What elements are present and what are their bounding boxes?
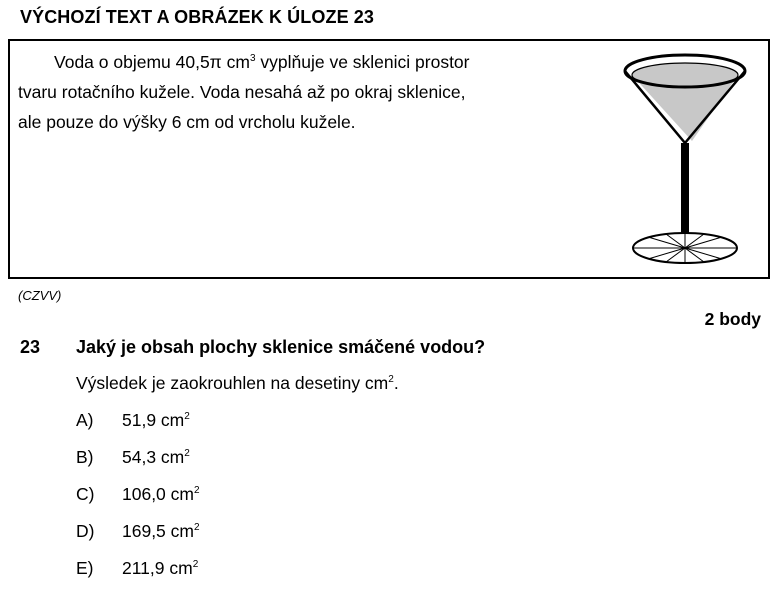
option-e[interactable]: [76, 558, 198, 579]
intro-line-3: ale pouze do výšky 6 cm od vrcholu kužele.: [18, 112, 356, 132]
option-c[interactable]: [76, 484, 200, 505]
option-a[interactable]: [76, 410, 190, 431]
option-superscript: 2: [193, 485, 200, 496]
option-letter: B): [76, 447, 94, 467]
note-text: Výsledek je zaokrouhlen na desetiny cm: [76, 373, 389, 393]
martini-glass-icon: [622, 51, 752, 273]
option-value: 51,9 cm: [122, 410, 185, 430]
section-heading: VÝCHOZÍ TEXT A OBRÁZEK K ÚLOZE 23: [20, 7, 374, 27]
intro-line-1-text: Voda o objemu 40,5π cm: [54, 52, 250, 72]
option-b[interactable]: [76, 447, 190, 468]
option-value: 169,5 cm: [122, 521, 194, 541]
question-number: 23: [20, 337, 41, 357]
option-superscript: 2: [192, 559, 199, 570]
option-superscript: 2: [184, 411, 190, 422]
option-letter: E): [76, 558, 94, 578]
source-label: (CZVV): [18, 288, 62, 303]
option-value: 211,9 cm: [122, 558, 193, 578]
question-note: [76, 373, 399, 394]
source-text-box: [8, 39, 770, 279]
option-superscript: 2: [184, 448, 190, 459]
option-value: 54,3 cm: [122, 447, 185, 467]
points-label: 2 body: [704, 309, 761, 329]
option-letter: D): [76, 521, 95, 541]
note-superscript: 2: [388, 374, 394, 385]
intro-text: [18, 47, 538, 137]
option-letter: A): [76, 410, 94, 430]
option-letter: C): [76, 484, 95, 504]
option-value: 106,0 cm: [122, 484, 194, 504]
option-superscript: 2: [193, 522, 200, 533]
intro-line-1: [18, 47, 538, 77]
option-d[interactable]: [76, 521, 200, 542]
intro-line-2: tvaru rotačního kužele. Voda nesahá až po okraj sklenice,: [18, 82, 466, 102]
intro-superscript: 3: [249, 53, 256, 64]
question-text: Jaký je obsah plochy sklenice smáčené vodou?: [76, 337, 486, 357]
note-period: .: [393, 373, 399, 393]
intro-line-1-rest: vyplňuje ve sklenici prostor: [255, 52, 470, 72]
